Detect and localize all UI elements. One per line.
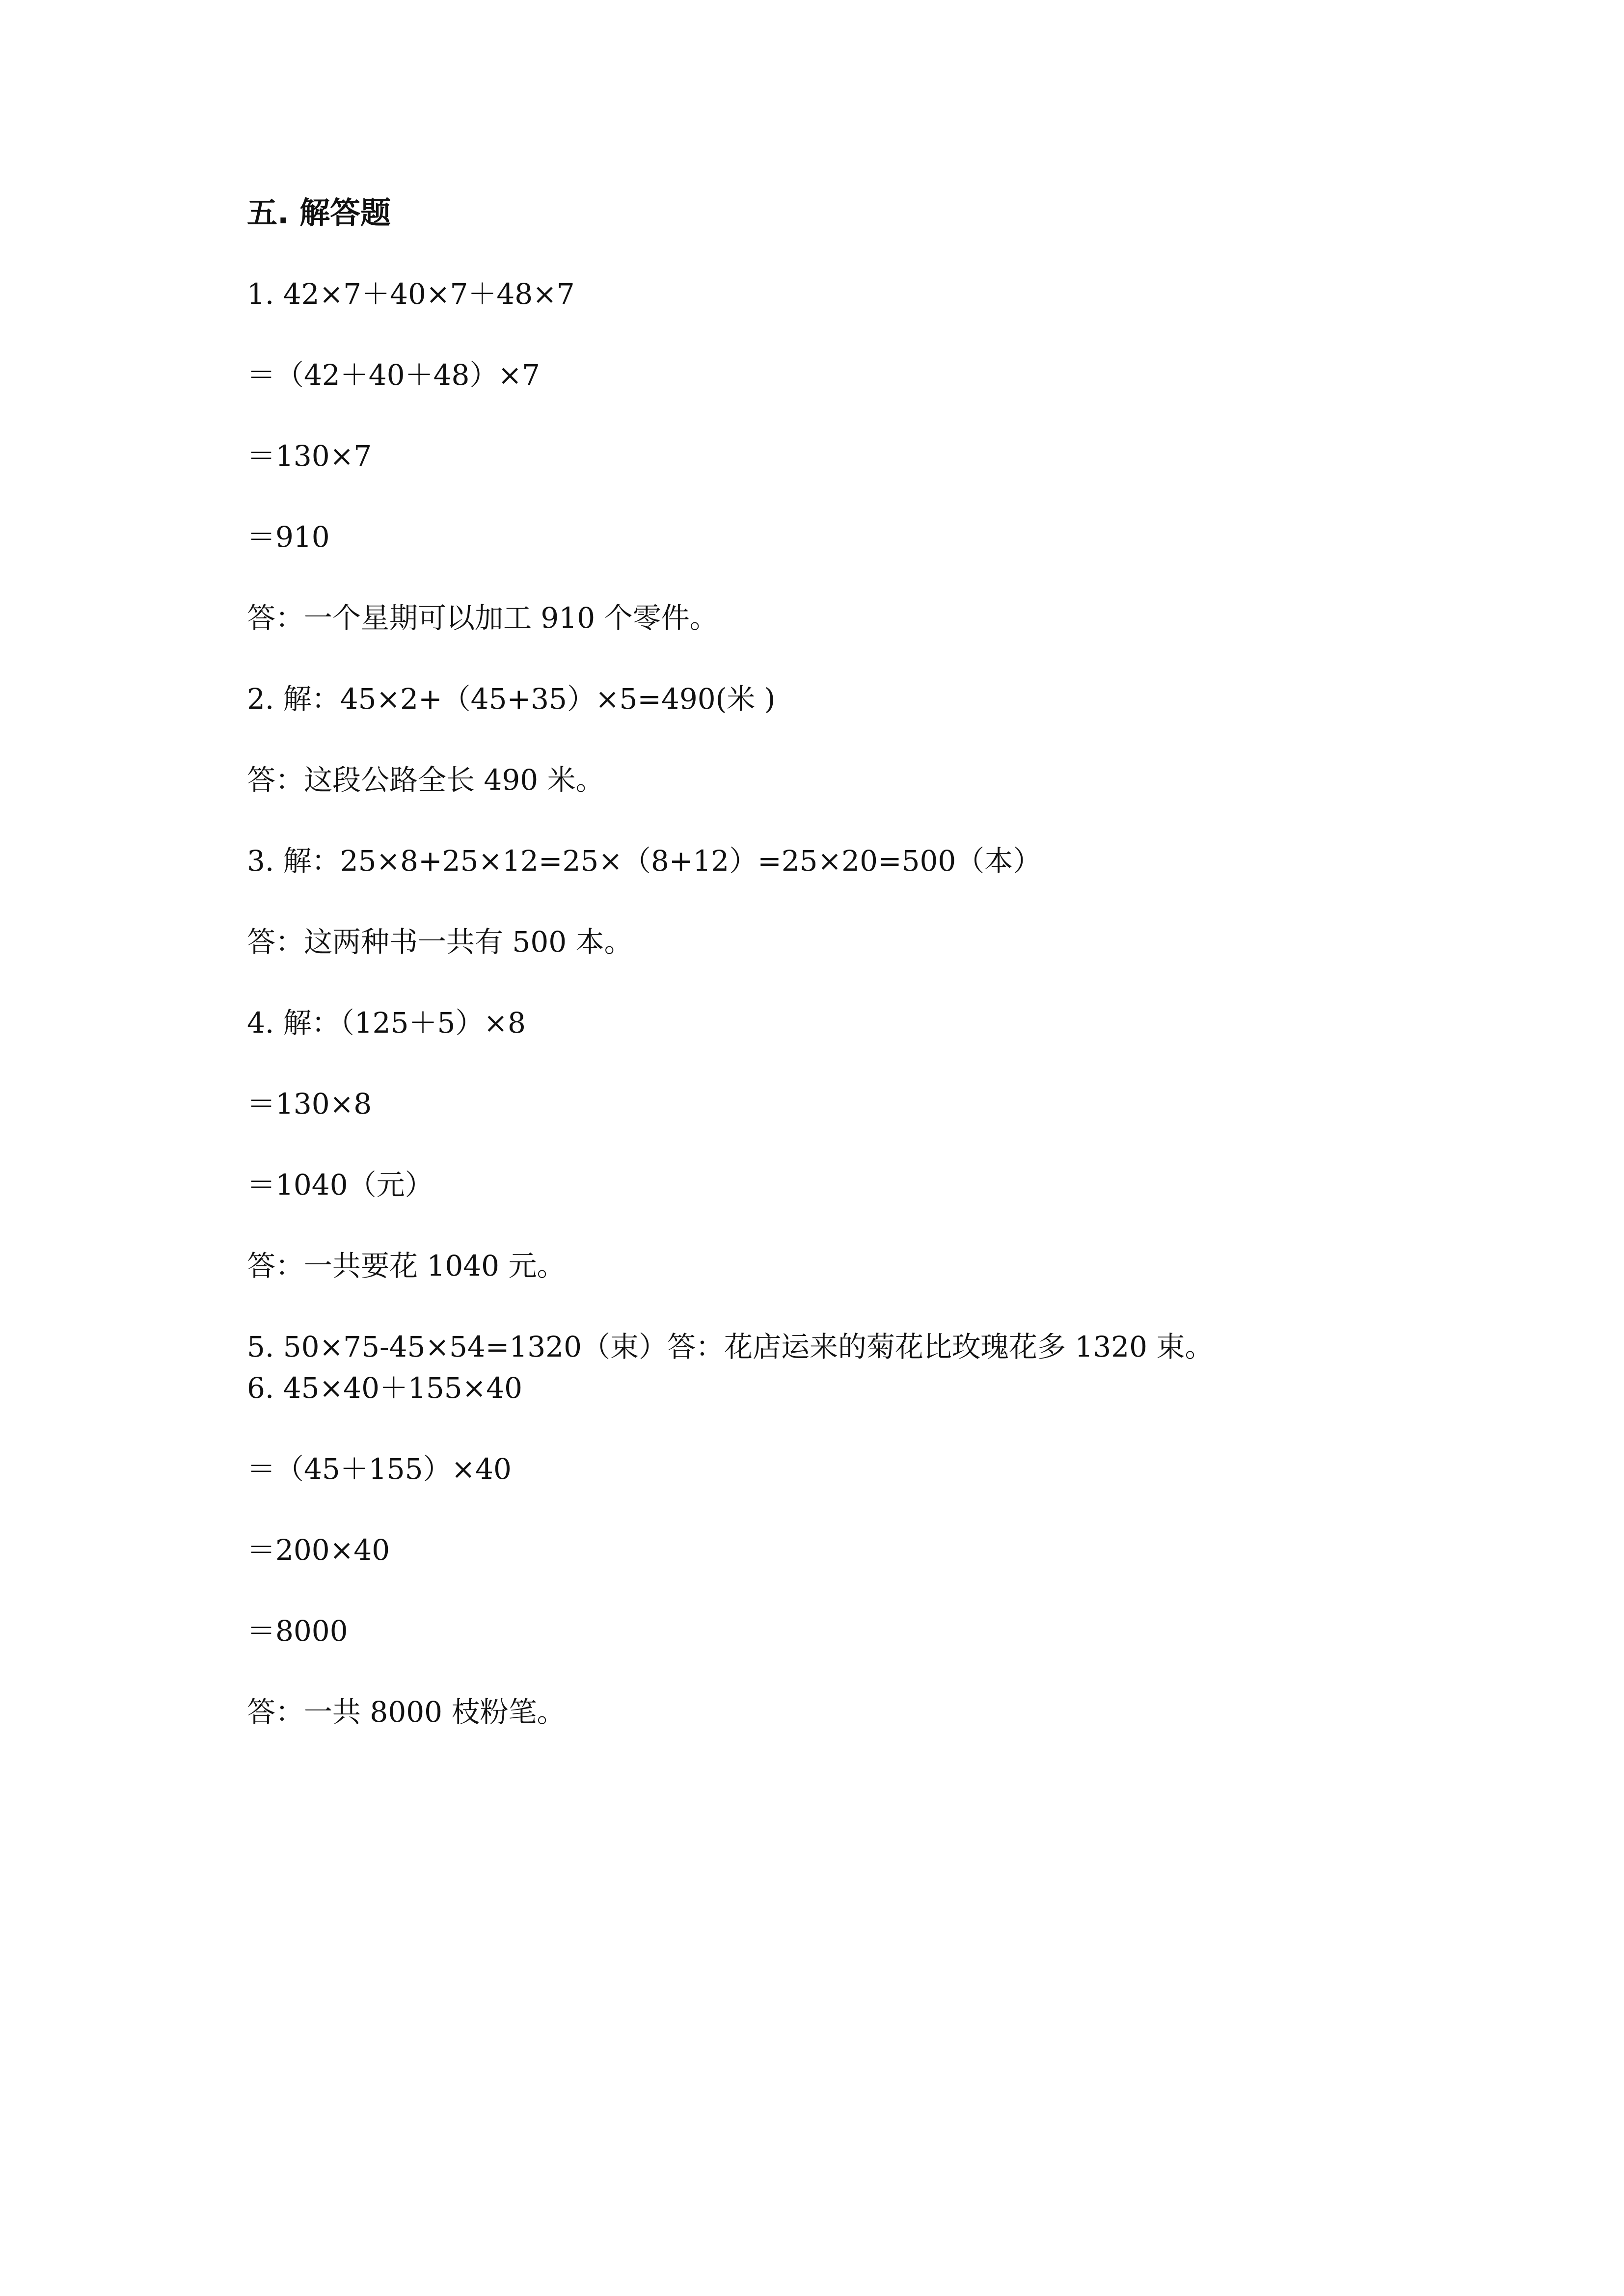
q4-solution: 4. 解：（125＋5）×8 bbox=[247, 1006, 526, 1040]
q1-expression: 1. 42×7＋40×7＋48×7 bbox=[247, 277, 575, 311]
answer-section bbox=[247, 195, 1425, 1775]
q4-step-1: ＝130×8 bbox=[247, 1087, 372, 1121]
q3-solution: 3. 解：25×8+25×12=25×（8+12）=25×20=500（本） bbox=[247, 844, 1042, 878]
q6-step-1: ＝（45＋155）×40 bbox=[247, 1452, 512, 1486]
q3-answer: 答：这两种书一共有 500 本。 bbox=[247, 925, 633, 959]
q4-answer: 答：一共要花 1040 元。 bbox=[247, 1249, 566, 1282]
q4-result: ＝1040（元） bbox=[247, 1168, 433, 1201]
q2-answer: 答：这段公路全长 490 米。 bbox=[247, 763, 604, 797]
q1-result: ＝910 bbox=[247, 520, 330, 554]
q6-answer: 答：一共 8000 枝粉笔。 bbox=[247, 1695, 566, 1729]
section-title: 五. 解答题 bbox=[247, 195, 391, 231]
q1-step-2: ＝130×7 bbox=[247, 439, 372, 473]
q5-solution-and-answer: 5. 50×75-45×54=1320（束）答：花店运来的菊花比玫瑰花多 1320 束。 bbox=[247, 1330, 1214, 1363]
q6-step-2: ＝200×40 bbox=[247, 1533, 390, 1567]
q1-answer: 答：一个星期可以加工 910 个零件。 bbox=[247, 601, 718, 635]
q6-result: ＝8000 bbox=[247, 1614, 348, 1648]
q6-expression: 6. 45×40＋155×40 bbox=[247, 1371, 523, 1405]
q1-step-1: ＝（42＋40＋48）×7 bbox=[247, 358, 540, 392]
q2-solution: 2. 解：45×2+（45+35）×5=490(米 ) bbox=[247, 682, 776, 716]
